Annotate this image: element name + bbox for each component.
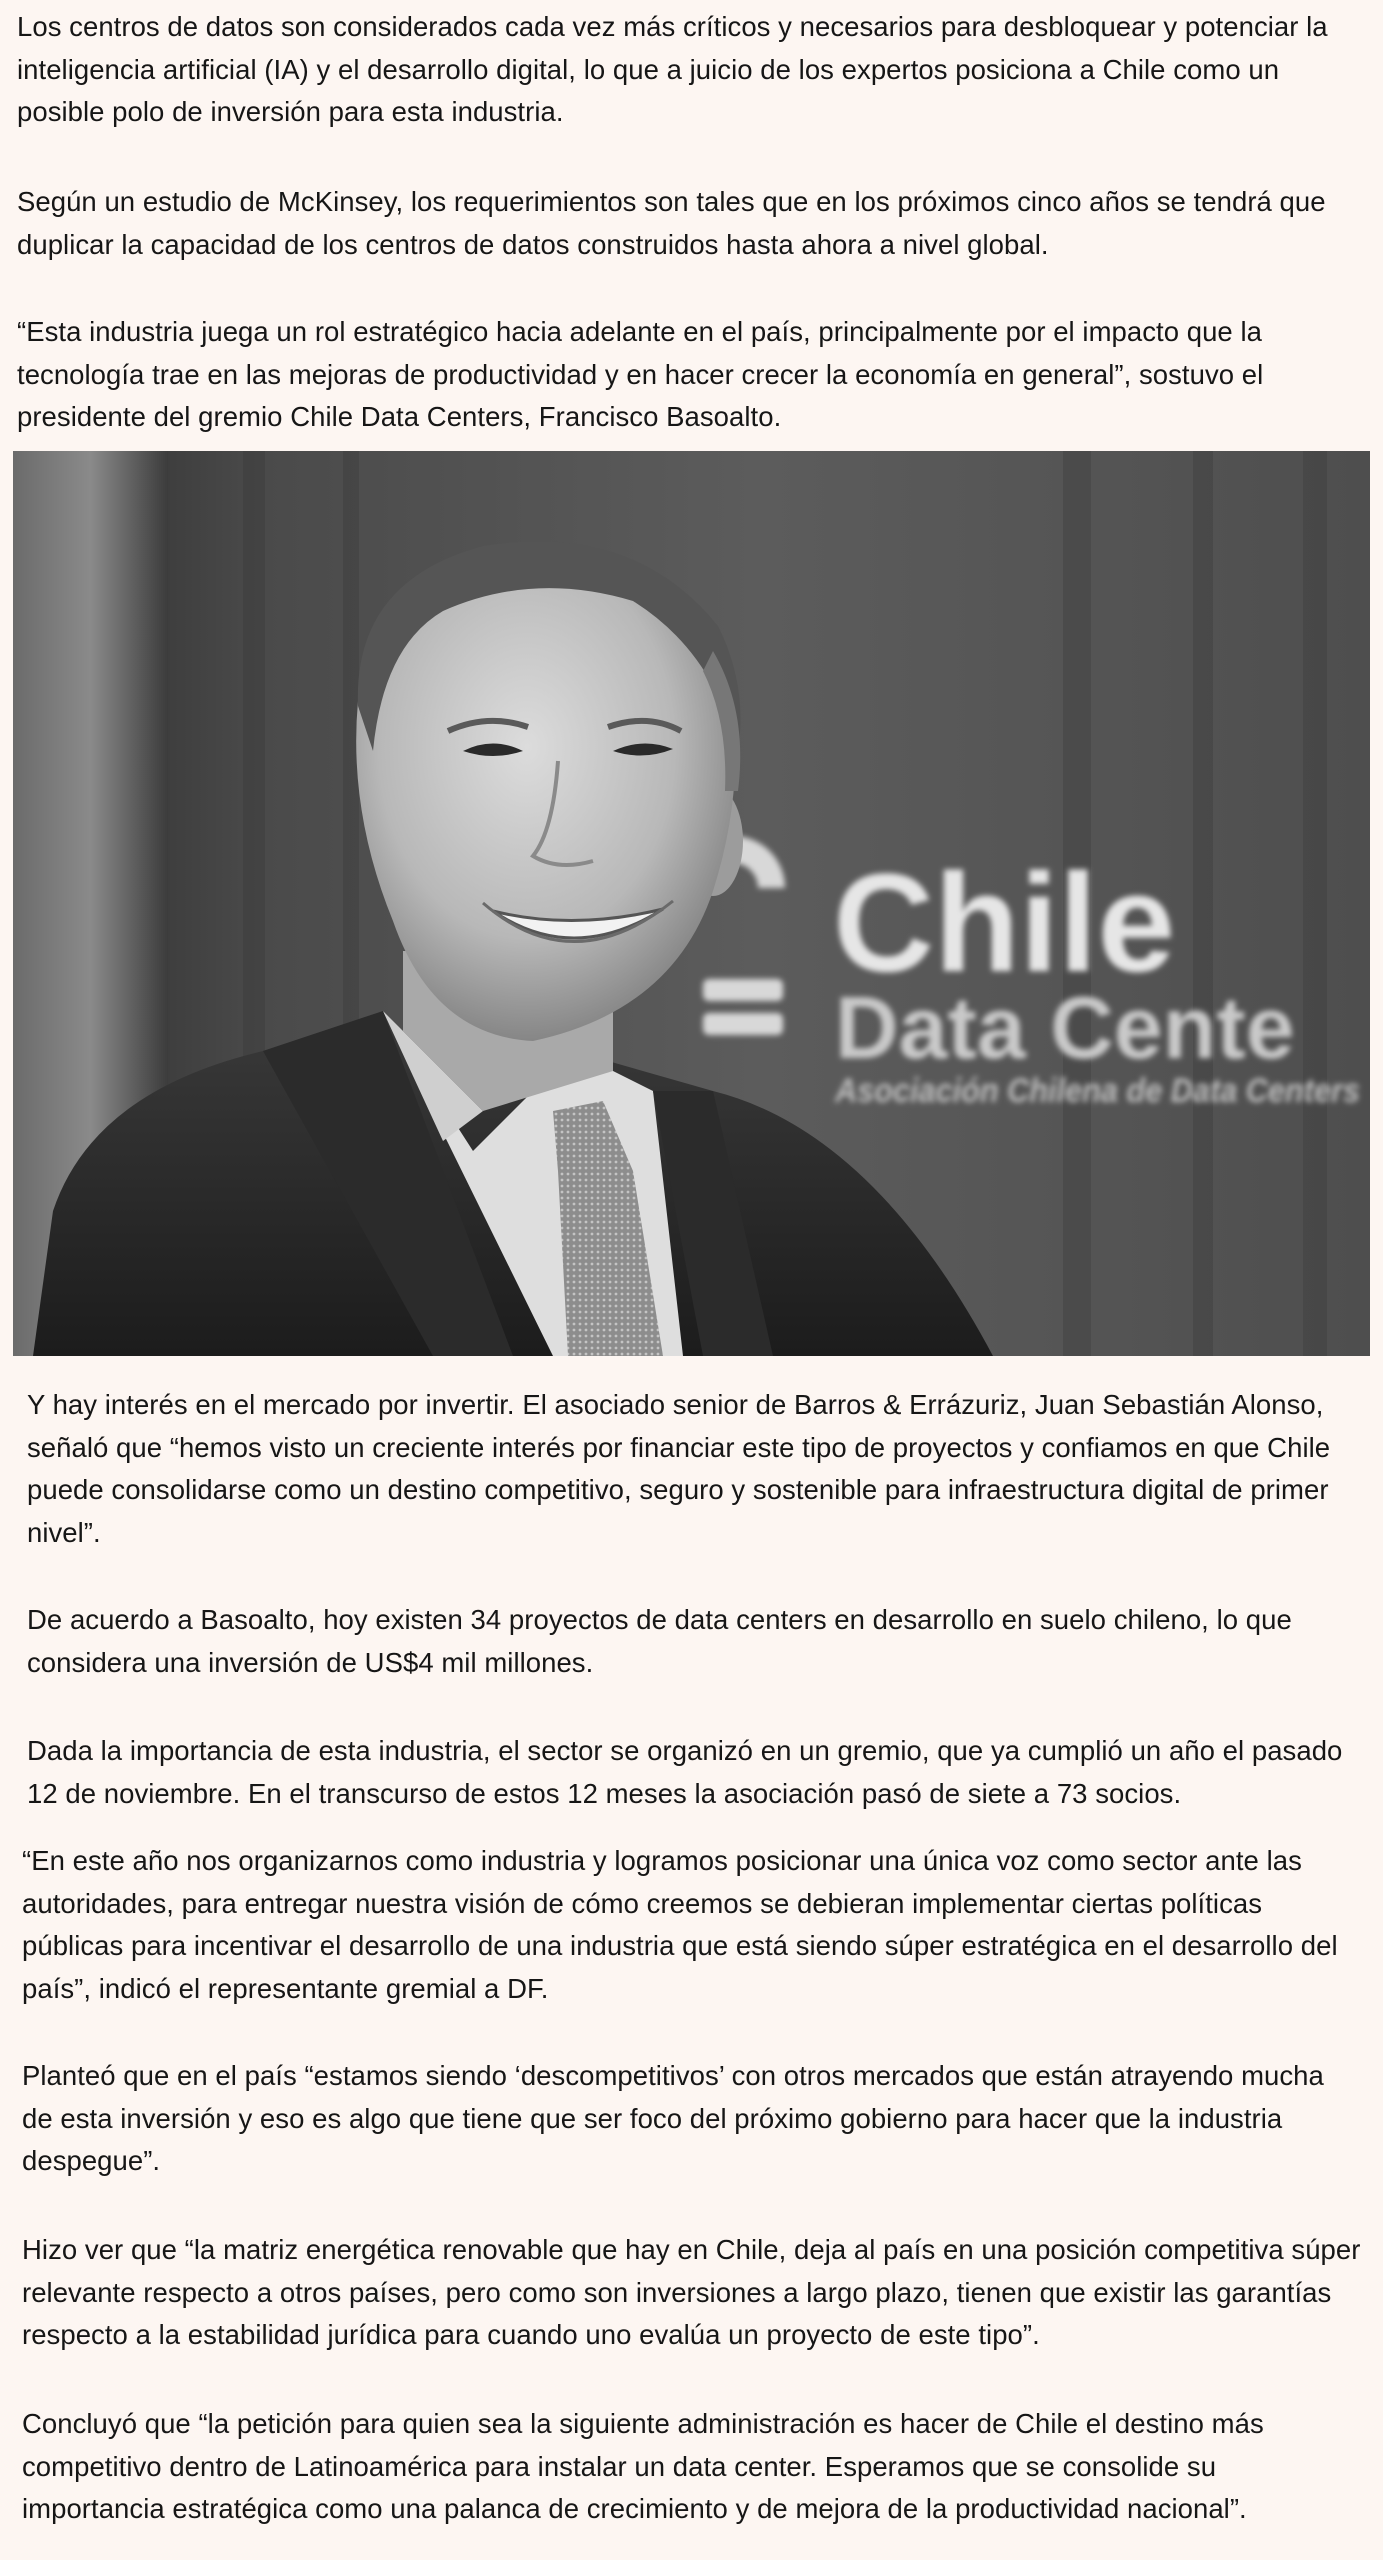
- article-paragraph: [27, 1384, 1330, 1554]
- backdrop-logo-line2: Data Cente: [835, 978, 1295, 1077]
- article-paragraph: [27, 1599, 1292, 1684]
- article-photo: [13, 451, 1370, 1356]
- paragraph-line: posible polo de inversión para esta industria.: [17, 96, 564, 127]
- article-paragraph: [22, 2403, 1264, 2531]
- paragraph-line: autoridades, para entregar nuestra visión de cómo creemos se debieran implementar ciertas políticas: [22, 1887, 1263, 1919]
- paragraph-line: Los centros de datos son considerados cada vez más críticos y necesarios para desbloquear y potenciar la: [17, 11, 1328, 42]
- paragraph-line: Planteó que en el país “estamos siendo ‘descompetitivos’ con otros mercados que están atrayendo mucha: [22, 2060, 1324, 2091]
- paragraph-line: Dada la importancia de esta industria, el sector se organizó en un gremio, que ya cumplió un año el pasado: [27, 1735, 1343, 1766]
- paragraph-line: “Esta industria juega un rol estratégico hacia adelante en el país, principalmente por el impacto que la: [17, 316, 1262, 347]
- paragraph-line: nivel”.: [27, 1516, 101, 1548]
- paragraph-line: duplicar la capacidad de los centros de datos construidos hasta ahora a nivel global.: [17, 228, 1049, 260]
- paragraph-line: puede consolidarse como un destino competitivo, seguro y sostenible para infraestructura digital de primer: [27, 1474, 1329, 1505]
- paragraph-line: señaló que “hemos visto un creciente interés por financiar este tipo de proyectos y confiamos en que Chile: [27, 1431, 1331, 1463]
- paragraph-line: considera una inversión de US$4 mil millones.: [27, 1646, 594, 1678]
- paragraph-line: importancia estratégica como una palanca de crecimiento y de mejora de la productividad nacional”.: [22, 2493, 1247, 2524]
- paragraph-line: “En este año nos organizarnos como industria y logramos posicionar una única voz como sector ante las: [22, 1845, 1302, 1876]
- article-paragraph: [17, 311, 1263, 439]
- paragraph-line: De acuerdo a Basoalto, hoy existen 34 proyectos de data centers en desarrollo en suelo chileno, lo que: [27, 1604, 1292, 1635]
- portrait-illustration: [13, 451, 1370, 1356]
- article-paragraph: [17, 181, 1326, 266]
- paragraph-line: de esta inversión y eso es algo que tiene que ser foco del próximo gobierno para hacer que la industria: [22, 2102, 1283, 2134]
- paragraph-line: Y hay interés en el mercado por invertir. El asociado senior de Barros & Errázuriz, Juan Sebastián Alonso,: [27, 1389, 1324, 1420]
- paragraph-line: 12 de noviembre. En el transcurso de estos 12 meses la asociación pasó de siete a 73 socios.: [27, 1777, 1182, 1809]
- article-paragraph: [27, 1730, 1342, 1815]
- paragraph-line: inteligencia artificial (IA) y el desarrollo digital, lo que a juicio de los expertos posiciona a Chile como un: [17, 53, 1280, 85]
- article-paragraph: [22, 1840, 1338, 2010]
- backdrop-logo-tagline: Asociación Chilena de Data Centers: [834, 1072, 1360, 1110]
- paragraph-line: Concluyó que “la petición para quien sea la siguiente administración es hacer de Chile el destino más: [22, 2408, 1264, 2439]
- article-paragraph: [22, 2229, 1360, 2357]
- article-paragraph: [22, 2055, 1324, 2183]
- paragraph-line: respecto a la estabilidad jurídica para cuando uno evalúa un proyecto de este tipo”.: [22, 2319, 1040, 2350]
- paragraph-line: Según un estudio de McKinsey, los requerimientos son tales que en los próximos cinco años se tendrá que: [17, 186, 1326, 217]
- paragraph-line: presidente del gremio Chile Data Centers, Francisco Basoalto.: [17, 401, 782, 432]
- paragraph-line: tecnología trae en las mejoras de productividad y en hacer crecer la economía en general”, sostuvo el: [17, 358, 1264, 390]
- paragraph-line: relevante respecto a otros países, pero como son inversiones a largo plazo, tienen que existir las garantías: [22, 2276, 1332, 2308]
- paragraph-line: despegue”.: [22, 2145, 161, 2176]
- paragraph-line: públicas para incentivar el desarrollo de una industria que está siendo súper estratégica en el desarrollo del: [22, 1930, 1338, 1961]
- paragraph-line: país”, indicó el representante gremial a DF.: [22, 1972, 549, 2004]
- paragraph-line: Hizo ver que “la matriz energética renovable que hay en Chile, deja al país en una posición competitiva súper: [22, 2234, 1361, 2265]
- backdrop-logo-line1: Chile: [833, 844, 1176, 1001]
- paragraph-line: competitivo dentro de Latinoamérica para instalar un data center. Esperamos que se consolide su: [22, 2450, 1217, 2482]
- article-paragraph: [17, 6, 1328, 134]
